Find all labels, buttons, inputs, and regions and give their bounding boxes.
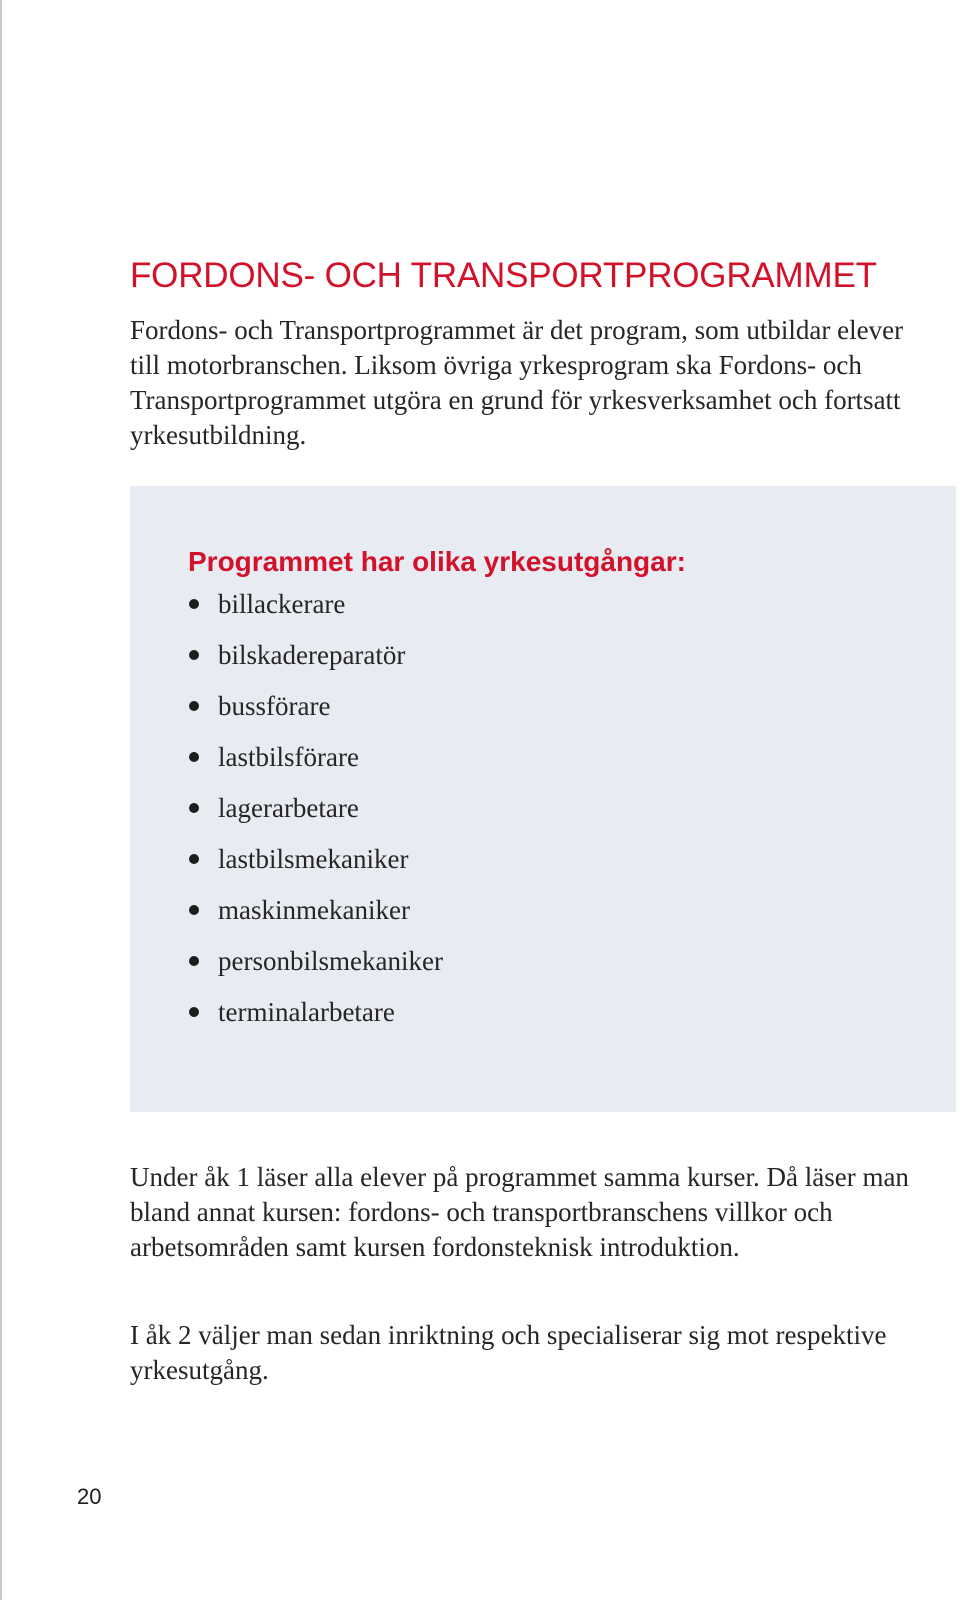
page-heading: FORDONS- OCH TRANSPORTPROGRAMMET bbox=[130, 256, 877, 295]
list-item-text: maskinmekaniker bbox=[218, 895, 410, 925]
career-panel-title: Programmet har olika yrkesutgångar: bbox=[188, 546, 686, 577]
list-item-text: lagerarbetare bbox=[218, 793, 359, 823]
list-item-text: lastbilsmekaniker bbox=[218, 844, 409, 874]
career-panel bbox=[130, 486, 956, 1112]
bullet-icon bbox=[189, 701, 199, 711]
intro-paragraph: Fordons- och Transportprogrammet är det program, som utbildar elever till motorbranschen. Liksom övriga yrkesprogram ska Fordons- och Transportprogrammet utgöra en grund för yrkesverksamhet och fortsatt yrkesutbildning. bbox=[130, 315, 904, 450]
list-item-text: terminalarbetare bbox=[218, 997, 395, 1027]
bullet-icon bbox=[189, 803, 199, 813]
list-item-text: bussförare bbox=[218, 691, 331, 721]
body-paragraph-1: Under åk 1 läser alla elever på programmet samma kurser. Då läser man bland annat kursen: fordons- och transportbranschens villkor och arbetsområden samt kursen fordonsteknisk introduktion. bbox=[130, 1162, 909, 1262]
body-paragraph-2: I åk 2 väljer man sedan inriktning och specialiserar sig mot respektive yrkesutgång. bbox=[130, 1320, 887, 1385]
bullet-icon bbox=[189, 854, 199, 864]
bullet-icon bbox=[189, 1007, 199, 1017]
list-item-text: personbilsmekaniker bbox=[218, 946, 443, 976]
bullet-icon bbox=[189, 956, 199, 966]
page-edge bbox=[0, 0, 2, 1600]
list-item-text: billackerare bbox=[218, 589, 346, 619]
list-item-text: bilskadereparatör bbox=[218, 640, 406, 670]
list-item-text: lastbilsförare bbox=[218, 742, 359, 772]
bullet-icon bbox=[189, 650, 199, 660]
bullet-icon bbox=[189, 599, 199, 609]
page-number: 20 bbox=[77, 1484, 102, 1509]
bullet-icon bbox=[189, 752, 199, 762]
bullet-icon bbox=[189, 905, 199, 915]
